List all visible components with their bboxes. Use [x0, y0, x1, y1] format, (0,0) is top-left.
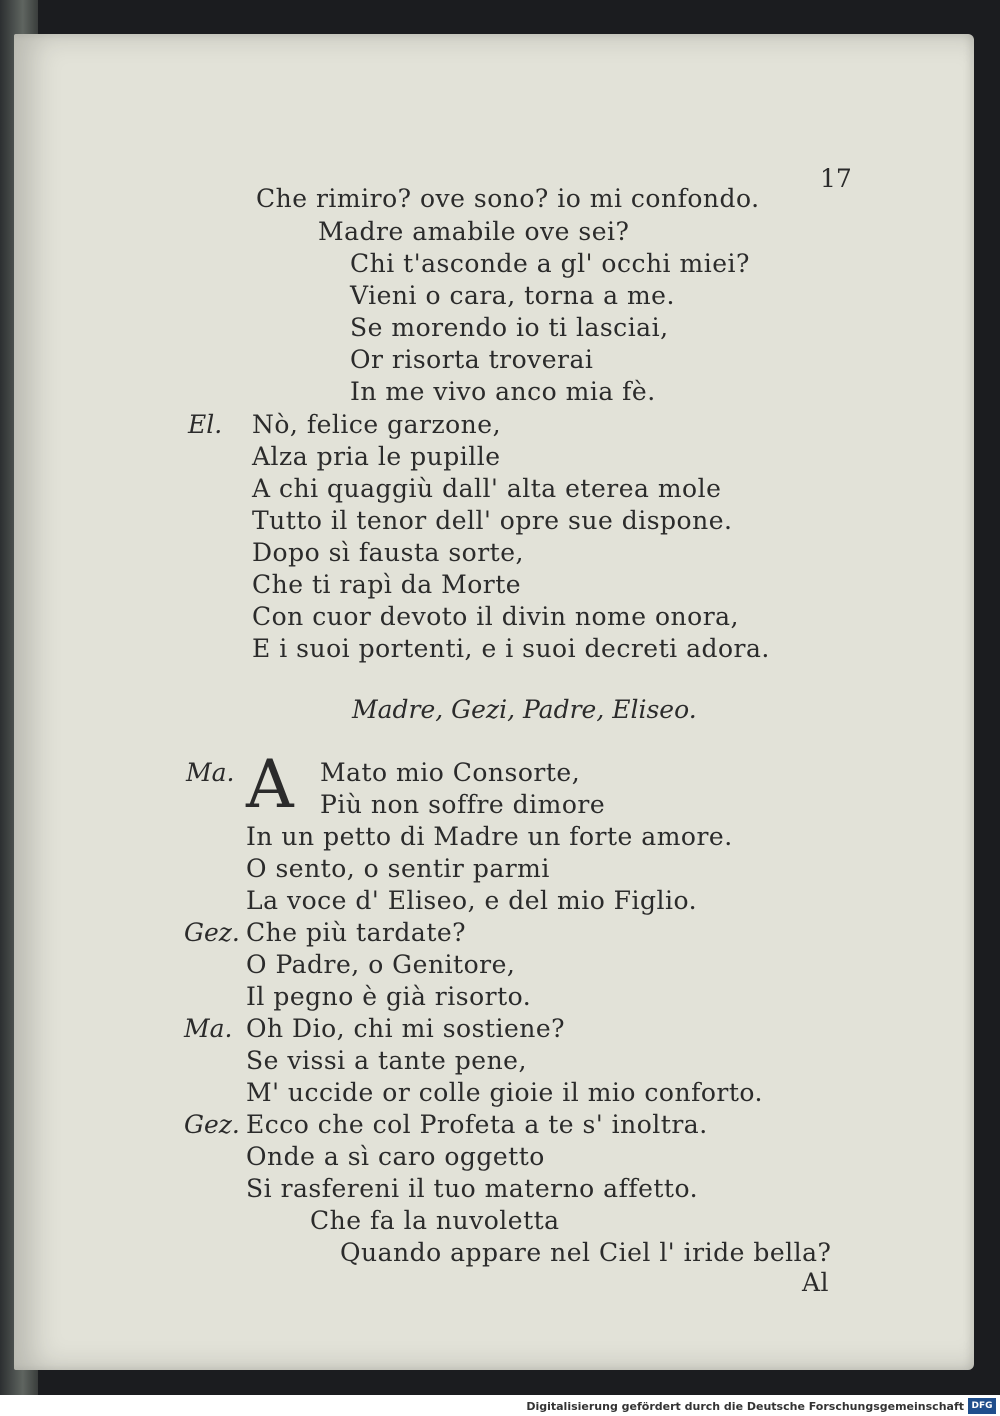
speaker-label: Ma. [186, 758, 235, 787]
verse-line: Mato mio Consorte, [320, 758, 581, 787]
speaker-label: Gez. [184, 1110, 240, 1139]
verse-line: Dopo sì fausta sorte, [252, 538, 524, 567]
speaker-label: El. [188, 410, 223, 439]
speaker-label: Gez. [184, 918, 240, 947]
verse-line: Se morendo io ti lasciai, [350, 313, 669, 342]
verse-line: Più non soffre dimore [320, 790, 606, 819]
verse-line: La voce d' Eliseo, e del mio Figlio. [246, 886, 698, 915]
verse-line: Madre amabile ove sei? [318, 217, 630, 246]
verse-line: In un petto di Madre un forte amore. [246, 822, 733, 851]
page-number: 17 [820, 164, 852, 193]
verse-line: Il pegno è già risorto. [246, 982, 532, 1011]
verse-line: O sento, o sentir parmi [246, 854, 550, 883]
drop-cap: A [246, 746, 294, 823]
verse-line: Che rimiro? ove sono? io mi confondo. [256, 184, 760, 213]
catchword: Al [802, 1268, 830, 1297]
verse-line: A chi quaggiù dall' alta eterea mole [252, 474, 722, 503]
book-page [14, 34, 974, 1370]
verse-line: Tutto il tenor dell' opre sue dispone. [252, 506, 733, 535]
footer-credit: Digitalisierung gefördert durch die Deutsche Forschungsgemeinschaft [526, 1400, 964, 1413]
dfg-logo: DFG [968, 1398, 996, 1414]
verse-line: Oh Dio, chi mi sostiene? [246, 1014, 566, 1043]
verse-line: Onde a sì caro oggetto [246, 1142, 545, 1171]
verse-line: Con cuor devoto il divin nome onora, [252, 602, 740, 631]
verse-line: Ecco che col Profeta a te s' inoltra. [246, 1110, 708, 1139]
verse-line: Se vissi a tante pene, [246, 1046, 527, 1075]
verse-line: Or risorta troverai [350, 345, 594, 374]
verse-line: Quando appare nel Ciel l' iride bella? [340, 1238, 832, 1267]
verse-line: Che fa la nuvoletta [310, 1206, 560, 1235]
verse-line: Che più tardate? [246, 918, 467, 947]
verse-line: Vieni o cara, torna a me. [350, 281, 675, 310]
verse-line: M' uccide or colle gioie il mio conforto. [246, 1078, 763, 1107]
digitization-footer [0, 1395, 1000, 1416]
verse-line: Chi t'asconde a gl' occhi miei? [350, 249, 750, 278]
verse-line: Alza pria le pupille [252, 442, 501, 471]
verse-line: E i suoi portenti, e i suoi decreti adora. [252, 634, 770, 663]
verse-line: O Padre, o Genitore, [246, 950, 516, 979]
scene-heading: Madre, Gezi, Padre, Eliseo. [352, 695, 697, 724]
verse-line: Che ti rapì da Morte [252, 570, 522, 599]
verse-line: Nò, felice garzone, [252, 410, 502, 439]
verse-line: Si rasfereni il tuo materno affetto. [246, 1174, 699, 1203]
speaker-label: Ma. [184, 1014, 233, 1043]
verse-line: In me vivo anco mia fè. [350, 377, 656, 406]
